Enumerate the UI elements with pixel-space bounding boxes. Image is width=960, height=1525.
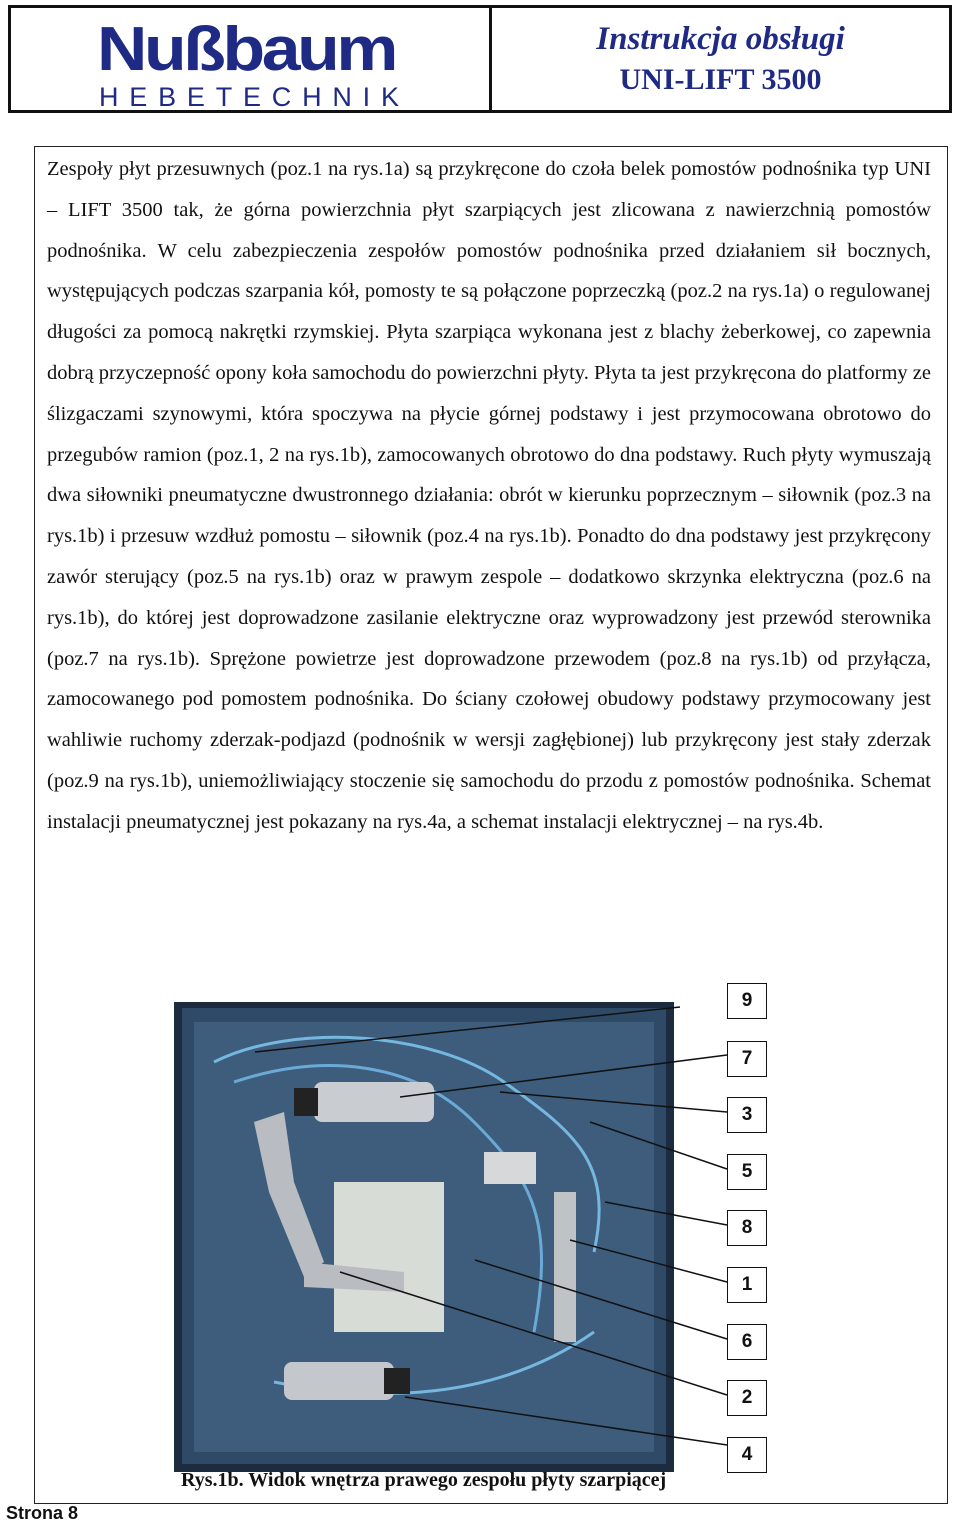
callout-label-9: 9 — [727, 983, 767, 1019]
content-frame — [34, 146, 948, 1504]
callout-label-8: 8 — [727, 1210, 767, 1246]
product-model: UNI-LIFT 3500 — [619, 63, 822, 96]
page-header — [8, 5, 952, 113]
callout-label-6: 6 — [727, 1324, 767, 1360]
body-paragraph: Zespoły płyt przesuwnych (poz.1 na rys.1a) są przykręcone do czoła belek pomostów podnośnika typ UNI – LIFT 3500 tak, że górna powierzchnia płyt szarpiących jest zlicowana z nawierzchnią pomostów podnośnika. W celu zabezpieczenia zespołów pomostów podnośnika przed działaniem sił bocznych, występujących podczas szarpania kół, pomosty te są połączone poprzeczką (poz.2 na rys.1a) o regulowanej długości za pomocą nakrętki rzymskiej. Płyta szarpiąca wykonana jest z blachy żeberkowej, co zapewnia dobrą przyczepność opony koła samochodu do powierzchni płyty. Płyta ta jest przykręcona do platformy ze ślizgaczami szynowymi, która spoczywa na płycie górnej podstawy i jest przymocowana obrotowo do przegubów ramion (poz.1, 2 na rys.1b), zamocowanych obrotowo do dna podstawy. Ruch płyty wymuszają dwa siłowniki pneumatyczne dwustronnego działania: obrót w kierunku poprzecznym – siłownik (poz.3 na rys.1b) i przesuw wzdłuż pomostu – siłownik (poz.4 na rys.1b). Ponadto do dna podstawy jest przykręcony zawór sterujący (poz.5 na rys.1b) oraz w prawym zespole – dodatkowo skrzynka elektryczna (poz.6 na rys.1b), do której jest doprowadzone zasilanie elektryczne oraz wyprowadzony jest przewód sterownika (poz.7 na rys.1b). Sprężone powietrze jest doprowadzone przewodem (poz.8 na rys.1b) od przyłącza, zamocowanego pod pomostem podnośnika. Do ściany czołowej obudowy podstawy przymocowany jest wahliwie ruchomy zderzak-podjazd (podnośnik w wersji zagłębionej) lub przykręcony jest stały zderzak (poz.9 na rys.1b), uniemożliwiający stoczenie się samochodu do przodu z pomostów podnośnika. Schemat instalacji pneumatycznej jest pokazany na rys.4a, a schemat instalacji elektrycznej – na rys.4b. — [47, 158, 931, 833]
callout-label-5: 5 — [727, 1154, 767, 1190]
page-number: Strona 8 — [6, 1503, 79, 1523]
manual-title: Instrukcja obsługi — [596, 21, 845, 57]
callout-label-1: 1 — [727, 1267, 767, 1303]
figure-caption: Rys.1b. Widok wnętrza prawego zespołu płyty szarpiącej — [181, 1469, 667, 1491]
header-title — [492, 8, 949, 110]
figure-photo — [174, 1002, 674, 1472]
logo-sub-text: HEBETECHNIK — [99, 82, 399, 110]
callout-label-3: 3 — [727, 1097, 767, 1133]
company-logo — [11, 8, 492, 110]
nussbaum-logo-icon — [11, 8, 483, 110]
callout-label-4: 4 — [727, 1437, 767, 1473]
callout-label-7: 7 — [727, 1041, 767, 1077]
callout-label-2: 2 — [727, 1380, 767, 1416]
logo-brand-text: Nußbaum — [97, 15, 395, 84]
